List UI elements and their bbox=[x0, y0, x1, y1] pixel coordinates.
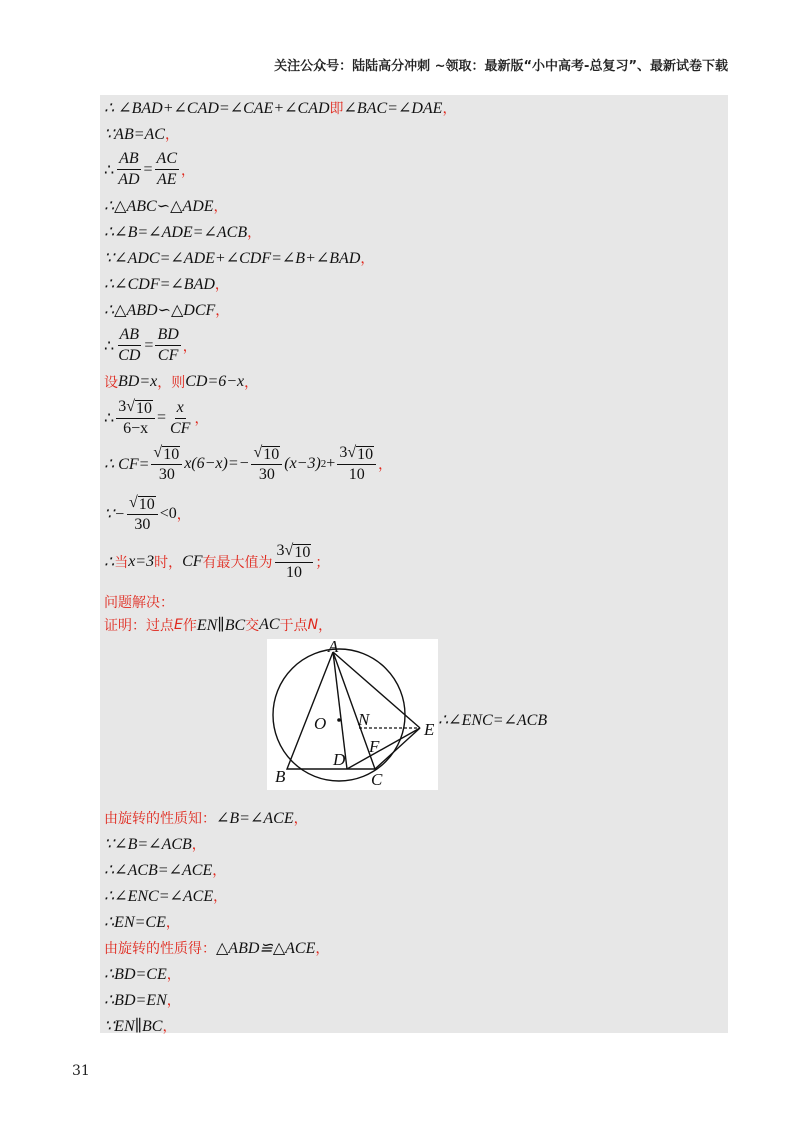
svg-text:F: F bbox=[369, 737, 380, 756]
section-heading-problem-solving: 问题解决： bbox=[104, 595, 174, 611]
fraction: √ 10 30 bbox=[251, 444, 282, 484]
page-header: 关注公众号：陆陆高分冲刺 ~领取：最新版“小中高考-总复习”、最新试卷下载 bbox=[274, 59, 728, 74]
proof-line-11: ∴ 3 √ 10 6−x = $\frac{x}{CF}$ ， bbox=[104, 398, 209, 437]
proof-line-13: ∵− √ 10 30 <0 ， bbox=[104, 494, 191, 533]
proof-line-22: 由旋转的性质得： △ABD≌△ACE ， bbox=[104, 940, 330, 957]
svg-text:E: E bbox=[424, 720, 435, 739]
proof-line-3: ∴ $\frac{AB}{AD}$ = $\frac{AC}{AE}$ ， bbox=[104, 150, 195, 188]
proof-line-5: ∴∠B=∠ADE=∠ACB ， bbox=[104, 224, 262, 241]
proof-line-4: ∴△ABC∽△ADE ， bbox=[104, 198, 228, 215]
proof-line-10: 设 BD=x ，则 CD=6−x ， bbox=[104, 373, 259, 391]
fraction: $\frac{AB}{AD}$ bbox=[118, 150, 140, 188]
proof-line-9: ∴ $\frac{AB}{CD}$ = $\frac{BD}{CF}$ ， bbox=[104, 326, 197, 364]
fraction: 3 √ 10 10 bbox=[275, 542, 314, 582]
proof-line-6: ∵∠ADC=∠ADE+∠CDF=∠B+∠BAD ， bbox=[104, 250, 375, 267]
proof-line-12: ∴ CF= √ 10 30 x(6−x)=− √ 10 30 (x−3) 2 + 3 √ 10 10 ， bbox=[104, 444, 393, 483]
fraction: 3 √ 10 10 bbox=[337, 444, 376, 484]
page-number: 31 bbox=[72, 1063, 90, 1079]
proof-line-25: ∵EN∥BC ， bbox=[104, 1018, 177, 1035]
center-point bbox=[337, 718, 341, 722]
fraction: √ 10 30 bbox=[151, 444, 182, 484]
proof-line-17: 由旋转的性质知： ∠B=∠ACE ， bbox=[104, 810, 308, 827]
fraction: $\frac{AB}{CD}$ bbox=[118, 326, 141, 364]
proof-line-1: ∴ ∠BAD+∠CAD=∠CAE+∠CAD 即 ∠BAC=∠DAE ， bbox=[104, 100, 457, 117]
svg-text:N: N bbox=[358, 710, 370, 729]
svg-text:C: C bbox=[371, 770, 383, 789]
svg-text:D: D bbox=[333, 750, 346, 769]
fraction: $\frac{x}{CF}$ bbox=[170, 398, 191, 437]
svg-text:O: O bbox=[314, 714, 327, 733]
proof-line-14: ∴ 当 x=3 时， CF 有最大值为 3 √ 10 10 ； bbox=[104, 542, 330, 581]
fraction: $\frac{AC}{AE}$ bbox=[156, 150, 177, 188]
geometry-figure bbox=[267, 639, 438, 790]
figure-caption: ∴∠ENC=∠ACB bbox=[438, 712, 548, 729]
proof-line-16: 证明：过点 E 作 EN∥BC 交 AC 于点 N ， bbox=[104, 616, 333, 634]
proof-line-7: ∴∠CDF=∠BAD ， bbox=[104, 276, 229, 293]
proof-line-24: ∴BD=EN ， bbox=[104, 992, 181, 1009]
proof-line-18: ∵∠B=∠ACB ， bbox=[104, 836, 206, 853]
proof-line-21: ∴EN=CE ， bbox=[104, 914, 180, 931]
fraction: √ 10 30 bbox=[127, 494, 158, 534]
proof-line-2: ∵AB=AC ， bbox=[104, 126, 179, 143]
proof-line-19: ∴∠ACB=∠ACE ， bbox=[104, 862, 227, 879]
segment-ce bbox=[375, 728, 420, 769]
svg-text:B: B bbox=[275, 767, 286, 786]
proof-line-20: ∴∠ENC=∠ACE ， bbox=[104, 888, 228, 905]
circle-triangle-diagram bbox=[267, 639, 438, 790]
svg-text:A: A bbox=[328, 639, 339, 656]
proof-line-8: ∴△ABD∽△DCF ， bbox=[104, 302, 230, 319]
fraction: $\frac{BD}{CF}$ bbox=[157, 326, 179, 364]
fraction: 3 √ 10 6−x bbox=[116, 398, 155, 438]
proof-line-23: ∴BD=CE ， bbox=[104, 966, 181, 983]
